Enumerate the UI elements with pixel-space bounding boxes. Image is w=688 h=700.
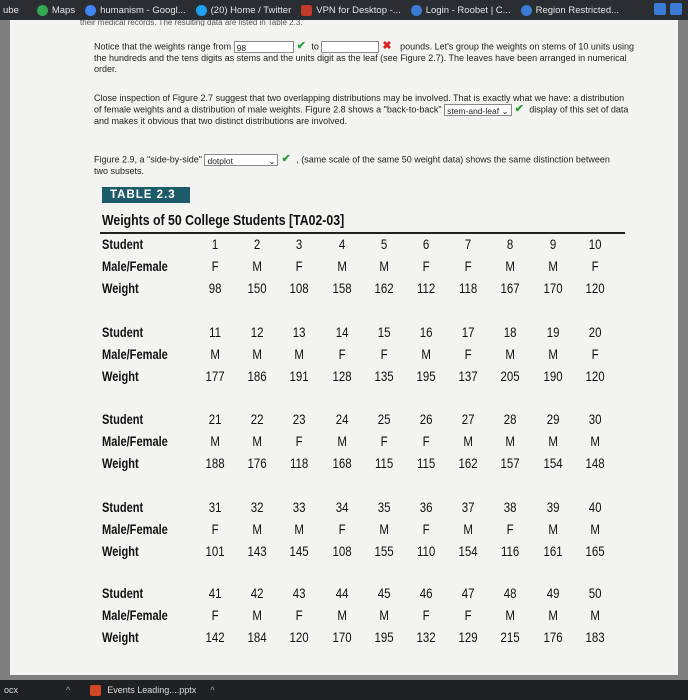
table-cell: M — [421, 347, 431, 362]
table-title: Weights of 50 College Students [TA02-03] — [102, 212, 345, 229]
twitter-icon — [196, 5, 207, 16]
para-text: , (same scale of the same 50 weight data) shows the same distinction between two subsets. — [94, 154, 610, 176]
table-cell: 168 — [332, 456, 352, 471]
table-cell: 30 — [588, 412, 602, 427]
row-label: Male/Female — [102, 434, 168, 449]
table-cell: 176 — [247, 456, 267, 471]
table-cell: 184 — [247, 630, 267, 645]
para-text: Close inspection of Figure 2.7 suggest that two overlapping distributions may be involved. That is exactly what we have: a distribution of female weights and a distribution of male weights. Figure 2.8 shows a "back-to-back" — [94, 93, 625, 115]
table-cell: M — [336, 259, 347, 274]
chevron-up-icon[interactable]: ^ — [66, 685, 71, 695]
table-cell: 32 — [250, 500, 264, 515]
table-cell: M — [210, 434, 220, 449]
table-cell: F — [295, 608, 303, 623]
table-cell: 98 — [208, 281, 222, 296]
table-cell: 11 — [209, 325, 222, 340]
table-badge: TABLE 2.3 — [102, 187, 190, 203]
table-cell: 154 — [543, 456, 563, 471]
row-label: Male/Female — [102, 608, 168, 623]
table-cell: 33 — [293, 500, 306, 515]
table-cell: M — [505, 259, 516, 274]
table-cell: M — [590, 608, 600, 623]
para-text: Notice that the weights range from — [94, 41, 232, 52]
table-cell: M — [294, 522, 305, 537]
row-label: Weight — [102, 281, 139, 296]
table-row — [102, 325, 622, 347]
table-cell: M — [505, 608, 516, 623]
table-cell: 162 — [458, 456, 478, 471]
table-cell: 48 — [504, 586, 517, 601]
table-cell: F — [380, 347, 388, 362]
table-cell: 205 — [500, 369, 520, 384]
table-cell: 115 — [374, 456, 393, 471]
row-cells — [194, 434, 616, 456]
row-cells — [194, 347, 616, 369]
table-cell: M — [336, 434, 347, 449]
table-cell: 42 — [250, 586, 264, 601]
table-cell: 120 — [585, 369, 605, 384]
para-text: pounds. Let's group the weights on stems of 10 units using the hundreds and the tens digits as stems and the units digit as the leaf (see Figure 2.7). The leaves have been arranged in numerical order. — [94, 41, 634, 74]
table-row — [102, 281, 622, 303]
row-label: Male/Female — [102, 347, 168, 362]
row-label: Student — [102, 500, 144, 515]
row-label: Weight — [102, 630, 139, 645]
table-block — [102, 325, 622, 391]
row-cells — [194, 412, 616, 434]
min-weight-input[interactable]: 98 — [234, 41, 294, 53]
table-row — [102, 522, 622, 544]
paragraph-side-by-side — [94, 154, 614, 177]
table-cell: 24 — [335, 412, 349, 427]
table-cell: M — [252, 434, 263, 449]
table-cell: 155 — [374, 544, 394, 559]
row-cells — [194, 325, 616, 347]
correct-check-icon: ✔ — [296, 40, 306, 53]
table-cell: 41 — [208, 586, 222, 601]
table-row — [102, 259, 622, 281]
para-text: to — [311, 41, 319, 52]
table-cell: 37 — [461, 500, 475, 515]
table-cell: 31 — [208, 500, 222, 515]
table-cell: M — [463, 522, 473, 537]
table-cell: 7 — [465, 237, 472, 252]
row-cells — [194, 522, 616, 544]
table-cell: 157 — [500, 456, 520, 471]
table-cell: 36 — [419, 500, 433, 515]
table-cell: M — [547, 434, 558, 449]
table-cell: 22 — [250, 412, 264, 427]
table-cell: 115 — [416, 456, 436, 471]
reading-list-icon[interactable] — [654, 3, 666, 15]
table-cell: 165 — [585, 544, 605, 559]
table-cell: 188 — [205, 456, 225, 471]
table-row — [102, 456, 622, 478]
table-row — [102, 434, 622, 456]
row-cells — [194, 586, 616, 608]
table-cell: M — [294, 347, 305, 362]
table-cell: 20 — [588, 325, 602, 340]
table-cell: 15 — [377, 325, 391, 340]
google-icon — [85, 5, 96, 16]
table-cell: 167 — [500, 281, 520, 296]
taskbar-left-label: ocx — [4, 685, 19, 695]
table-cell: F — [338, 347, 346, 362]
row-cells — [194, 369, 616, 391]
table-cell: 195 — [416, 369, 436, 384]
bookmark-label: ube — [3, 4, 19, 16]
table-cell: 34 — [335, 500, 349, 515]
table-cell: 27 — [461, 412, 475, 427]
table-cell: F — [464, 608, 472, 623]
table-cell: 10 — [588, 237, 602, 252]
table-cell: M — [252, 608, 263, 623]
table-cell: 50 — [588, 586, 602, 601]
table-cell: 23 — [293, 412, 306, 427]
table-cell: M — [379, 259, 389, 274]
correct-check-icon: ✔ — [514, 103, 524, 116]
table-cell: 143 — [247, 544, 267, 559]
row-label: Male/Female — [102, 522, 168, 537]
textbook-page — [10, 20, 678, 675]
table-cell: F — [506, 522, 514, 537]
table-cell: 183 — [585, 630, 605, 645]
table-cell: 170 — [543, 281, 563, 296]
table-cell: 1 — [211, 237, 219, 252]
table-row — [102, 608, 622, 630]
table-cell: M — [590, 522, 600, 537]
row-label: Male/Female — [102, 259, 168, 274]
table-cell: 128 — [332, 369, 352, 384]
table-cell: 120 — [585, 281, 605, 296]
chevron-down-icon: ⌄ — [268, 156, 276, 166]
table-cell: 177 — [205, 369, 225, 384]
table-cell: 137 — [458, 369, 478, 384]
table-cell: 120 — [289, 630, 310, 645]
paragraph-back-to-back — [94, 93, 634, 127]
bookmark-google[interactable] — [85, 5, 186, 16]
table-cell: 45 — [377, 586, 391, 601]
table-cell: 14 — [335, 325, 349, 340]
table-cell: 17 — [461, 325, 475, 340]
table-cell: M — [252, 347, 263, 362]
table-cell: M — [463, 434, 473, 449]
vpn-icon — [301, 5, 312, 16]
row-cells — [194, 281, 616, 303]
table-cell: M — [547, 347, 558, 362]
plot-type-select[interactable] — [204, 154, 278, 166]
table-cell: 13 — [293, 325, 306, 340]
row-label: Weight — [102, 456, 139, 471]
table-block — [102, 412, 622, 478]
incorrect-x-icon: ✖ — [382, 40, 392, 53]
table-cell: 43 — [293, 586, 306, 601]
bookmarks-bar — [0, 0, 688, 20]
bookmark-roobet[interactable] — [411, 5, 511, 16]
table-cell: 40 — [588, 500, 602, 515]
table-cell: 5 — [380, 237, 388, 252]
table-cell: 148 — [585, 456, 605, 471]
row-cells — [194, 500, 616, 522]
table-cell: 195 — [374, 630, 394, 645]
table-cell: F — [211, 608, 219, 623]
table-cell: 2 — [254, 237, 261, 252]
table-cell: 154 — [458, 544, 478, 559]
row-label: Student — [102, 586, 144, 601]
table-cell: F — [422, 608, 430, 623]
table-cell: 129 — [458, 630, 478, 645]
table-cell: M — [547, 522, 558, 537]
table-cell: 215 — [500, 630, 520, 645]
table-cell: 9 — [549, 237, 556, 252]
table-cell: 19 — [546, 325, 559, 340]
table-cell: 38 — [504, 500, 517, 515]
table-cell: 176 — [543, 630, 563, 645]
paragraph-weights-range — [94, 41, 634, 75]
powerpoint-icon — [90, 685, 101, 696]
bookmark-label: humanism - Googl... — [100, 4, 186, 16]
globe-icon — [411, 5, 422, 16]
table-cell: F — [591, 259, 599, 274]
table-cell: 108 — [332, 544, 352, 559]
table-cell: 108 — [289, 281, 310, 296]
table-cell: M — [336, 608, 347, 623]
table-row — [102, 630, 622, 652]
table-cell: M — [547, 608, 558, 623]
table-cell: 142 — [205, 630, 225, 645]
table-cell: 39 — [546, 500, 559, 515]
table-cell: 162 — [374, 281, 394, 296]
download-filename: Events Leading....pptx — [107, 685, 197, 695]
table-cell: 132 — [416, 630, 436, 645]
display-type-select[interactable] — [444, 104, 511, 116]
table-cell: 4 — [338, 237, 345, 252]
select-value: dotplot — [207, 156, 233, 166]
table-cell: 49 — [546, 586, 559, 601]
max-weight-input[interactable] — [321, 41, 379, 53]
table-cell: F — [338, 522, 346, 537]
row-label: Weight — [102, 369, 139, 384]
row-label: Weight — [102, 544, 139, 559]
table-block — [102, 500, 622, 566]
taskbar-download-item[interactable] — [90, 685, 196, 696]
table-row — [102, 412, 622, 434]
row-label: Student — [102, 325, 144, 340]
bookmark-vpn[interactable] — [301, 5, 400, 16]
table-row — [102, 544, 622, 566]
chevron-down-icon: ⌄ — [501, 106, 509, 116]
table-cell: F — [464, 259, 472, 274]
row-cells — [194, 237, 616, 259]
table-row — [102, 237, 622, 259]
apps-icon[interactable] — [670, 3, 682, 15]
row-cells — [194, 630, 616, 652]
row-cells — [194, 544, 616, 566]
table-cell: F — [380, 434, 388, 449]
table-cell: F — [422, 434, 430, 449]
row-cells — [194, 456, 616, 478]
bookmark-extras[interactable] — [654, 3, 682, 15]
row-label: Student — [102, 412, 144, 427]
table-row — [102, 369, 622, 391]
table-cell: F — [295, 259, 303, 274]
bookmark-region[interactable] — [521, 5, 619, 16]
table-cell: M — [505, 434, 516, 449]
table-cell: M — [252, 259, 263, 274]
table-cell: 112 — [416, 281, 436, 296]
table-cell: F — [295, 434, 303, 449]
table-row — [102, 586, 622, 608]
select-value: stem-and-leaf — [447, 106, 500, 116]
bookmark-label: (20) Home / Twitter — [210, 4, 292, 16]
para-text: display of this set of data and makes it obvious that two distinct distributions are involved. — [94, 104, 629, 126]
row-cells — [194, 608, 616, 630]
table-cell: 44 — [335, 586, 349, 601]
table-cell: 161 — [543, 544, 563, 559]
correct-check-icon: ✔ — [281, 153, 291, 166]
table-top-rule — [100, 232, 625, 234]
table-cell: 18 — [504, 325, 517, 340]
table-cell: 170 — [332, 630, 352, 645]
table-cell: 12 — [250, 325, 264, 340]
para-text: Figure 2.9, a "side-by-side" — [94, 154, 202, 165]
table-cell: M — [590, 434, 600, 449]
table-cell: 28 — [504, 412, 517, 427]
table-cell: 135 — [374, 369, 394, 384]
table-row — [102, 500, 622, 522]
chevron-up-icon[interactable]: ^ — [210, 685, 215, 695]
table-cell: 191 — [289, 369, 310, 384]
table-cell: M — [379, 608, 389, 623]
table-cell: 190 — [543, 369, 563, 384]
table-cell: M — [210, 347, 220, 362]
table-cell: 46 — [419, 586, 433, 601]
bookmark-label: Login - Roobet | C... — [425, 4, 511, 16]
table-cell: 8 — [507, 237, 514, 252]
table-cell: F — [211, 522, 219, 537]
table-cell: 158 — [332, 281, 352, 296]
table-cell: 16 — [419, 325, 433, 340]
table-cell: 47 — [461, 586, 475, 601]
table-cell: 150 — [247, 281, 267, 296]
table-cell: F — [211, 259, 219, 274]
taskbar — [0, 680, 688, 700]
table-cell: 29 — [546, 412, 559, 427]
table-cell: M — [505, 347, 516, 362]
bookmark-0[interactable] — [3, 5, 19, 16]
cut-off-text: their medical records. The resulting data are listed in Table 2.3. — [80, 20, 303, 26]
bookmark-maps[interactable] — [37, 5, 75, 16]
table-cell: 101 — [205, 544, 225, 559]
bookmark-label: Maps — [51, 4, 76, 16]
table-cell: F — [464, 347, 472, 362]
table-cell: 110 — [416, 544, 436, 559]
table-cell: 21 — [208, 412, 222, 427]
table-cell: 35 — [377, 500, 391, 515]
table-cell: M — [547, 259, 558, 274]
bookmark-twitter[interactable] — [196, 5, 292, 16]
table-row — [102, 347, 622, 369]
table-cell: 145 — [289, 544, 310, 559]
table-cell: 186 — [247, 369, 267, 384]
bookmark-label: VPN for Desktop -... — [316, 4, 401, 16]
table-cell: 6 — [422, 237, 430, 252]
table-cell: F — [422, 522, 430, 537]
table-cell: 116 — [501, 544, 520, 559]
row-cells — [194, 259, 616, 281]
row-label: Student — [102, 237, 144, 252]
table-block — [102, 586, 622, 652]
table-cell: 118 — [290, 456, 309, 471]
table-cell: F — [422, 259, 430, 274]
globe-icon — [521, 5, 532, 16]
table-cell: F — [591, 347, 599, 362]
table-cell: 3 — [296, 237, 303, 252]
table-cell: M — [379, 522, 389, 537]
table-cell: M — [252, 522, 263, 537]
table-cell: 118 — [459, 281, 478, 296]
table-cell: 25 — [377, 412, 391, 427]
bookmark-label: Region Restricted... — [535, 4, 620, 16]
table-block — [102, 237, 622, 303]
maps-icon — [37, 5, 48, 16]
table-cell: 26 — [419, 412, 433, 427]
